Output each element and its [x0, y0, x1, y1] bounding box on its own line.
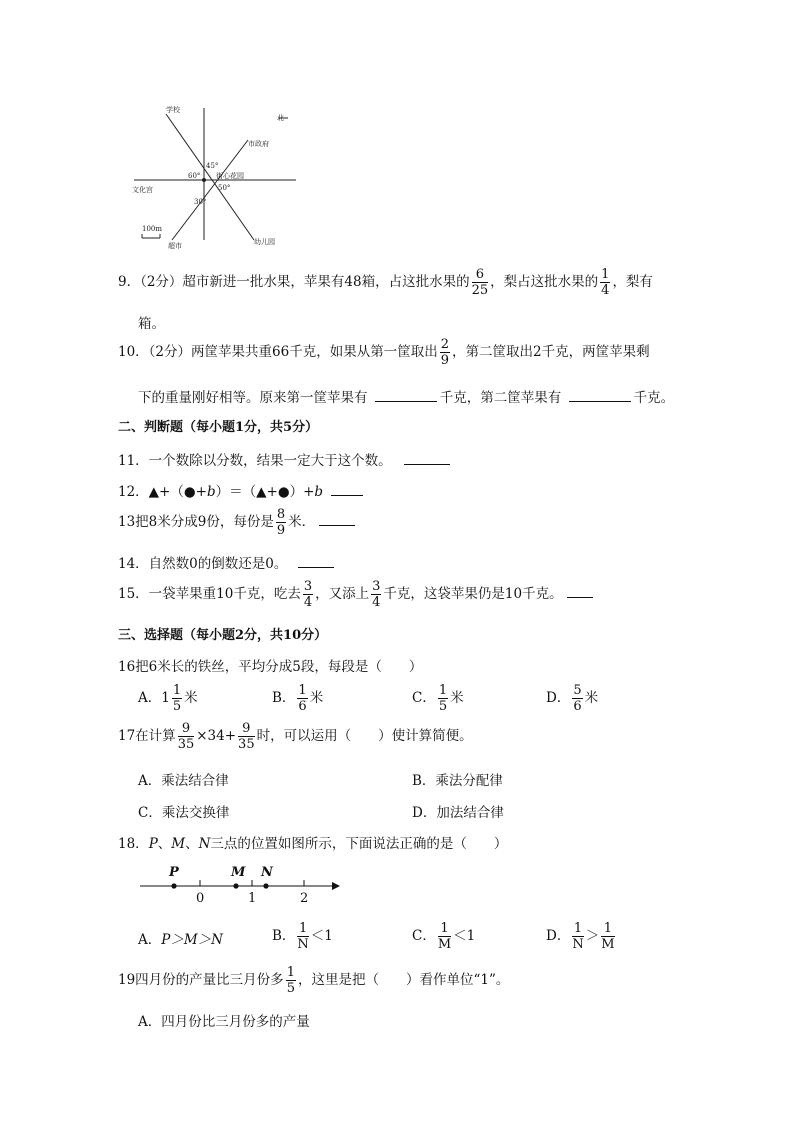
- numerator: 9: [238, 722, 255, 737]
- fraction: [438, 684, 448, 713]
- point-p: [171, 883, 176, 888]
- q16-option-b[interactable]: [272, 684, 323, 713]
- q18-text: 、: [157, 836, 172, 852]
- label-n: N: [261, 865, 273, 880]
- q12-text: 12．▲+（●+: [118, 484, 207, 500]
- numerator: 5: [573, 683, 582, 698]
- fraction: [371, 580, 381, 609]
- north-label: 北: [277, 114, 284, 122]
- option-unit: 米: [450, 690, 464, 706]
- option-label: A．1: [138, 690, 170, 706]
- fraction: [297, 684, 307, 713]
- denominator: 4: [303, 595, 313, 610]
- q15-text: 千克，这袋苹果仍是10千克。: [383, 586, 563, 602]
- question-9-line2: [138, 312, 165, 332]
- q17-option-a[interactable]: A．乘法结合律: [138, 773, 229, 789]
- q10-text: ，第二筐取出2千克，两筐苹果剩: [451, 344, 650, 360]
- option-label: B．: [272, 928, 296, 944]
- q16-option-c[interactable]: [412, 684, 464, 713]
- fraction: [601, 922, 614, 951]
- denominator: 35: [177, 737, 195, 752]
- school-label: 学校: [166, 106, 180, 114]
- q11-text: 11．一个数除以分数，结果一定大于这个数。: [118, 453, 392, 469]
- numerator: 1: [438, 922, 451, 937]
- denominator: 5: [286, 981, 295, 996]
- numerator: 1: [601, 267, 610, 282]
- label-p: P: [169, 865, 179, 880]
- q16-option-a[interactable]: [138, 684, 198, 713]
- tick-2: 2: [300, 891, 309, 906]
- fraction: [572, 922, 583, 951]
- q12-var: b: [206, 484, 216, 500]
- angle-45-label: 45°: [206, 162, 219, 170]
- denominator: 5: [438, 699, 448, 714]
- fraction: [276, 508, 286, 537]
- q15-text: ，又添上: [315, 586, 370, 602]
- q18-option-a[interactable]: [138, 928, 223, 948]
- question-17: [118, 722, 473, 751]
- q10-text: 10．（2分）两筐苹果共重66千克，如果从第一筐取出: [118, 344, 438, 360]
- option-expr: ＜1: [310, 928, 333, 944]
- q15-text: 15．一袋苹果重10千克，吃去: [118, 586, 301, 602]
- denominator: 4: [601, 283, 610, 298]
- fraction: [238, 722, 255, 751]
- numerator: 1: [573, 921, 583, 936]
- q9-text: ，梨有: [612, 274, 653, 290]
- fraction: [438, 922, 451, 951]
- q17-option-d[interactable]: D．加法结合律: [412, 805, 504, 821]
- q18-option-d[interactable]: [546, 922, 617, 951]
- answer-blank[interactable]: [298, 567, 334, 568]
- direction-map: [130, 100, 300, 250]
- question-10-line2: [138, 386, 674, 406]
- question-10: [118, 338, 650, 367]
- numerator: 1: [298, 683, 307, 698]
- question-9: [118, 268, 653, 297]
- q9-text: 箱。: [138, 316, 165, 332]
- center-park-point: [202, 178, 206, 182]
- fraction: [303, 580, 313, 609]
- q18-text: 、: [185, 836, 199, 852]
- point-m: [233, 883, 238, 888]
- q18-option-b[interactable]: [272, 922, 333, 951]
- q12-text: ）＝（▲+●）+: [215, 484, 315, 500]
- angle-60-label: 60°: [188, 172, 201, 180]
- numerator: 1: [286, 965, 295, 980]
- q19-text: 19四月份的产量比三月份多: [118, 972, 284, 988]
- option-label: B．: [272, 690, 296, 706]
- option-label: A．: [138, 932, 162, 948]
- option-unit: 米: [184, 690, 198, 706]
- tick-0: 0: [196, 891, 205, 906]
- center-park-label: 街心花园: [216, 172, 244, 180]
- q18-text: 三点的位置如图所示，下面说法正确的是（ ）: [210, 836, 508, 852]
- question-13: [118, 508, 355, 537]
- numerator: 3: [372, 579, 381, 594]
- q18-var: M: [171, 836, 186, 852]
- denominator: N: [572, 937, 584, 952]
- q18-option-c[interactable]: [412, 922, 475, 951]
- fraction: [440, 338, 450, 367]
- denominator: 4: [372, 595, 381, 610]
- question-15: [118, 580, 593, 609]
- section-3-title: 三、选择题（每小题2分，共10分）: [118, 628, 328, 643]
- numerator: 8: [276, 507, 286, 522]
- q17-option-c[interactable]: C．乘法交换律: [138, 805, 230, 821]
- supermarket-cityhall-line: [172, 140, 248, 240]
- culture-palace-label: 文化宫: [132, 186, 153, 194]
- q13-text: 米．: [288, 514, 316, 530]
- fraction: [472, 268, 489, 297]
- denominator: 9: [276, 523, 286, 538]
- numerator: 1: [438, 683, 448, 698]
- fraction: [178, 722, 195, 751]
- answer-blank[interactable]: [331, 495, 363, 496]
- point-n: [263, 883, 268, 888]
- option-op: ＞: [585, 928, 600, 944]
- option-unit: 米: [584, 690, 599, 706]
- denominator: 6: [573, 699, 582, 714]
- option-expr: ＜1: [453, 928, 476, 944]
- question-12: [118, 480, 363, 500]
- q18-var: N: [198, 836, 211, 852]
- tick-1: 1: [248, 891, 257, 906]
- fraction: [297, 922, 308, 951]
- question-18: [118, 832, 507, 852]
- label-m: M: [231, 865, 246, 880]
- denominator: 9: [440, 353, 449, 368]
- q19-option-a[interactable]: A．四月份比三月份多的产量: [138, 1014, 310, 1030]
- q10-text: 下的重量刚好相等。原来第一筐苹果有: [138, 390, 368, 406]
- answer-blank[interactable]: [404, 464, 450, 465]
- option-label: D．: [546, 690, 571, 706]
- section-2-title: 二、判断题（每小题1分，共5分）: [118, 420, 319, 435]
- answer-blank[interactable]: [567, 597, 593, 598]
- scale-label: 100m: [142, 225, 162, 233]
- numerator: 1: [298, 921, 308, 936]
- arrow-icon: [332, 882, 340, 890]
- q9-text: ，梨占这批水果的: [490, 274, 599, 290]
- city-hall-label: 市政府: [248, 140, 269, 148]
- q18-var: P: [148, 836, 158, 852]
- fraction: [172, 684, 182, 713]
- q17-option-b[interactable]: B．乘法分配律: [412, 773, 503, 789]
- denominator: 6: [298, 699, 307, 714]
- option-label: C．: [412, 690, 436, 706]
- denominator: N: [297, 937, 309, 952]
- question-11: [118, 449, 450, 469]
- denominator: M: [601, 937, 615, 952]
- numerator: 1: [601, 922, 614, 937]
- q19-text: ，这里是把（ ）看作单位“1”。: [297, 972, 510, 988]
- q17-text: ×34+: [196, 728, 237, 744]
- denominator: 5: [172, 699, 182, 714]
- q14-text: 14．自然数0的倒数还是0。: [118, 556, 288, 572]
- denominator: 35: [238, 737, 255, 752]
- angle-50-label: 50°: [218, 184, 231, 192]
- question-14: [118, 552, 334, 572]
- option-label: D．: [546, 928, 571, 944]
- q18-text: 18．: [118, 836, 149, 852]
- q17-text: 时，可以运用（ ）使计算简便。: [256, 728, 473, 744]
- q13-text: 13把8米分成9份，每份是: [118, 514, 274, 530]
- q10-text: 千克。: [633, 390, 675, 406]
- q12-var: b: [314, 484, 324, 500]
- answer-blank[interactable]: [375, 401, 437, 402]
- answer-blank[interactable]: [319, 525, 355, 526]
- q17-text: 17在计算: [118, 728, 176, 744]
- q16-option-d[interactable]: [546, 684, 598, 713]
- number-line: [136, 862, 341, 907]
- numerator: 6: [472, 268, 489, 283]
- fraction: [600, 268, 610, 297]
- fraction: [286, 966, 296, 995]
- denominator: M: [437, 937, 452, 952]
- option-label: C．: [412, 928, 436, 944]
- numerator: 2: [440, 337, 449, 352]
- numerator: 1: [172, 683, 182, 698]
- supermarket-label: 超市: [168, 242, 182, 250]
- q9-text: 9．（2分）超市新进一批水果，苹果有48箱，占这批水果的: [118, 274, 470, 290]
- question-19: [118, 966, 509, 995]
- numerator: 9: [178, 722, 195, 737]
- question-16: 16把6米长的铁丝，平均分成5段，每段是（ ）: [118, 659, 423, 675]
- kindergarten-label: 幼儿园: [254, 238, 275, 246]
- q10-text: 千克，第二筐苹果有: [439, 390, 562, 406]
- denominator: 25: [471, 283, 489, 298]
- fraction: [572, 684, 582, 713]
- answer-blank[interactable]: [569, 401, 631, 402]
- option-unit: 米: [309, 690, 324, 706]
- angle-30-label: 30°: [194, 198, 207, 206]
- numerator: 3: [303, 579, 313, 594]
- option-expr: P＞M＞N: [161, 932, 223, 948]
